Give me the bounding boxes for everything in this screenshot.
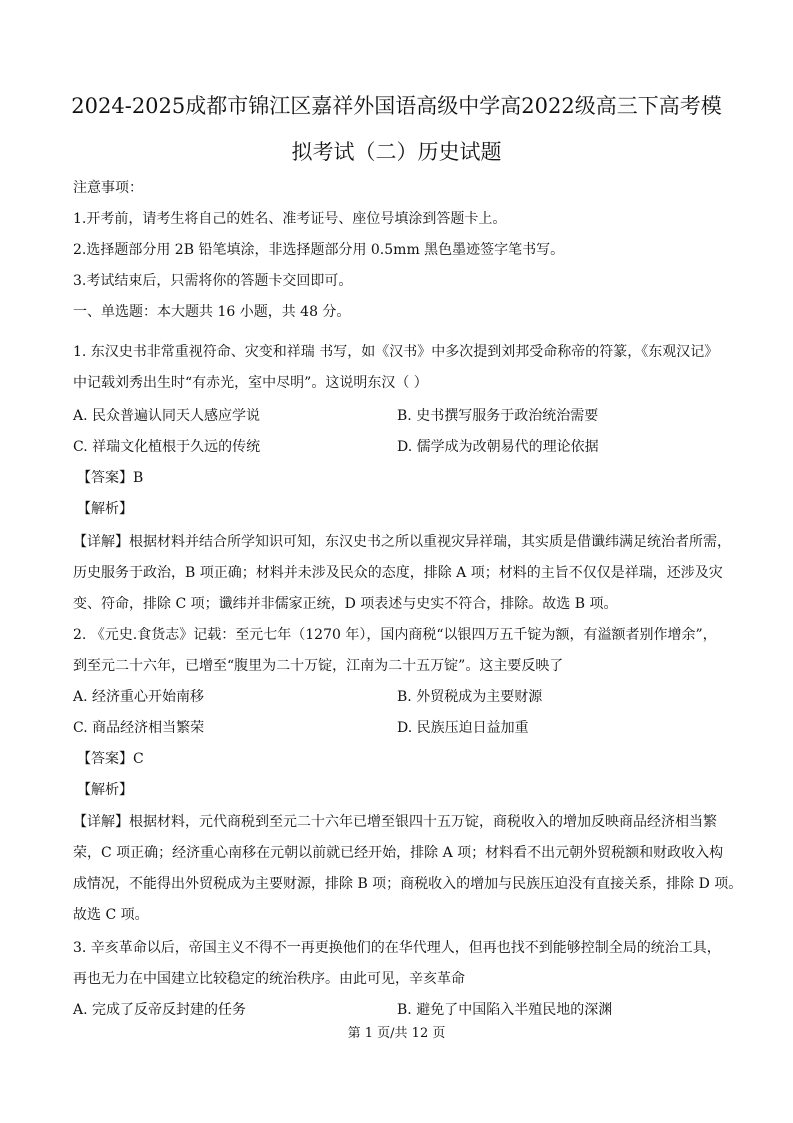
question-stem: 中记载刘秀出生时“有赤光，室中尽明”。这说明东汉（ ）	[73, 375, 428, 391]
notice-heading: 注意事项：	[73, 180, 143, 196]
question-stem: 3. 辛亥革命以后，帝国主义不得不一再更换他们的在华代理人，但再也找不到能够控制全局的统治工具，	[73, 940, 721, 956]
notice-item: 2.选择题部分用 2B 铅笔填涂，非选择题部分用 0.5mm 黑色墨迹签字笔书写。	[73, 242, 565, 258]
detail-text: 历史服务于政治，B 项正确；材料并未涉及民众的态度，排除 A 项；材料的主旨不仅仅是祥瑞，还涉及灾	[73, 565, 723, 581]
analysis-label: 【解析】	[77, 782, 133, 798]
notice-item: 1.开考前，请考生将自己的姓名、准考证号、座位号填涂到答题卡上。	[73, 211, 507, 227]
document-title-line-2: 拟考试（二）历史试题	[291, 140, 502, 164]
answer-label: 【答案】C	[77, 751, 144, 767]
question-stem: 再也无力在中国建立比较稳定的统治秩序。由此可见，辛亥革命	[73, 971, 465, 987]
option-c: C. 祥瑞文化植根于久远的传统	[73, 439, 261, 455]
option-c: C. 商品经济相当繁荣	[73, 720, 205, 736]
section-heading: 一、单选题：本大题共 16 小题，共 48 分。	[73, 304, 351, 320]
option-a: A. 完成了反帝反封建的任务	[73, 1002, 247, 1018]
option-d: D. 儒学成为改朝易代的理论依据	[397, 439, 599, 455]
answer-label: 【答案】B	[77, 470, 144, 486]
option-b: B. 外贸税成为主要财源	[397, 689, 543, 705]
option-b: B. 史书撰写服务于政治统治需要	[397, 408, 599, 424]
detail-text: 变、符命，排除 C 项；谶纬并非儒家正统，D 项表述与史实不符合，排除。故选 B 项。	[73, 596, 618, 612]
detail-text: 故选 C 项。	[73, 907, 149, 923]
option-a: A. 民众普遍认同天人感应学说	[73, 408, 261, 424]
detail-text: 【详解】根据材料，元代商税到至元二十六年已增至银四十五万锭，商税收入的增加反映商品经济相当繁	[73, 814, 717, 830]
analysis-label: 【解析】	[77, 501, 133, 517]
question-stem: 到至元二十六年，已增至“腹里为二十万锭，江南为二十五万锭”。这主要反映了	[73, 658, 564, 674]
page-number-footer: 第 1 页/共 12 页	[347, 1026, 446, 1041]
question-stem: 2. 《元史.食货志》记载：至元七年（1270 年），国内商税“以银四万五千锭为额，有溢额者别作增余”，	[73, 627, 717, 643]
option-b: B. 避免了中国陷入半殖民地的深渊	[397, 1002, 613, 1018]
option-d: D. 民族压迫日益加重	[397, 720, 529, 736]
notice-item: 3.考试结束后，只需将你的答题卡交回即可。	[73, 273, 353, 289]
detail-text: 荣，C 项正确；经济重心南移在元朝以前就已经开始，排除 A 项；材料看不出元朝外贸税额和财政收入构	[73, 845, 724, 861]
detail-text: 成情况，不能得出外贸税成为主要财源，排除 B 项；商税收入的增加与民族压迫没有直接关系，排除 D 项。	[73, 876, 743, 892]
question-stem: 1. 东汉史书非常重视符命、灾变和祥瑞 书写，如《汉书》中多次提到刘邦受命称帝的符篆，《东观汉记》	[73, 344, 719, 360]
document-title-line-1: 2024-2025成都市锦江区嘉祥外国语高级中学高2022级高三下高考模	[71, 94, 722, 118]
option-a: A. 经济重心开始南移	[73, 689, 205, 705]
detail-text: 【详解】根据材料并结合所学知识可知，东汉史书之所以重视灾异祥瑞，其实质是借谶纬满足统治者所需，	[73, 534, 731, 550]
